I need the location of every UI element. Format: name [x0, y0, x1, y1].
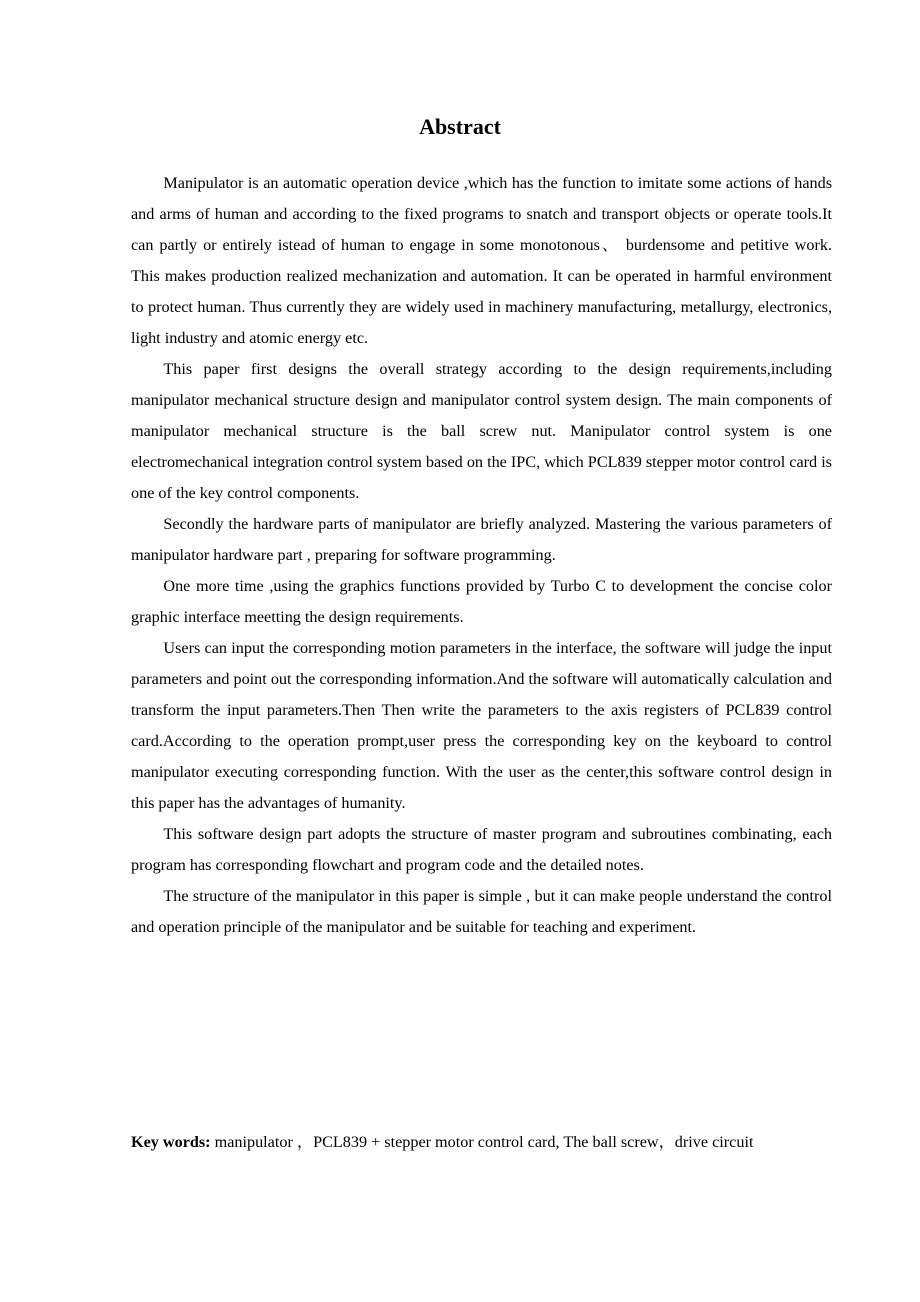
keywords-text: manipulator ，PCL839 + stepper motor control card, The ball screw，drive circuit [210, 1133, 754, 1151]
abstract-paragraph-3: Secondly the hardware parts of manipulator are briefly analyzed. Mastering the various parameters of manipulator hardware part , preparing for software programming. [131, 515, 832, 564]
abstract-paragraph-6: This software design part adopts the structure of master program and subroutines combinating, each program has corresponding flowchart and program code and the detailed notes. [131, 825, 832, 874]
abstract-paragraph-7: The structure of the manipulator in this paper is simple , but it can make people understand the control and operation principle of the manipulator and be suitable for teaching and experiment. [131, 887, 832, 936]
keywords-label: Key words: [131, 1133, 211, 1151]
abstract-paragraph-4: One more time ,using the graphics functions provided by Turbo C to development the concise color graphic interface meetting the design requirements. [131, 577, 832, 626]
keywords-line [131, 1127, 851, 1158]
abstract-paragraph-2: This paper first designs the overall strategy according to the design requirements,including manipulator mechanical structure design and manipulator control system design. The main components of manipulator mechanical structure is the ball screw nut. Manipulator control system is one electromechanical integration control system based on the IPC, which PCL839 stepper motor control card is one of the key control components. [131, 360, 832, 502]
abstract-paragraph-1: Manipulator is an automatic operation device ,which has the function to imitate some actions of hands and arms of human and according to the fixed programs to snatch and transport objects or operate tools.It can partly or entirely istead of human to engage in some monotonous、 burdensome and petitive work. This makes production realized mechanization and automation. It can be operated in harmful environment to protect human. Thus currently they are widely used in machinery manufacturing, metallurgy, electronics, light industry and atomic energy etc. [131, 174, 832, 347]
page-title: Abstract [419, 114, 501, 139]
abstract-body [131, 168, 832, 943]
abstract-paragraph-5: Users can input the corresponding motion parameters in the interface, the software will judge the input parameters and point out the corresponding information.And the software will automatically calculation and transform the input parameters.Then Then write the parameters to the axis registers of PCL839 control card.According to the operation prompt,user press the corresponding key on the keyboard to control manipulator executing corresponding function. With the user as the center,this software control design in this paper has the advantages of humanity. [131, 639, 832, 812]
